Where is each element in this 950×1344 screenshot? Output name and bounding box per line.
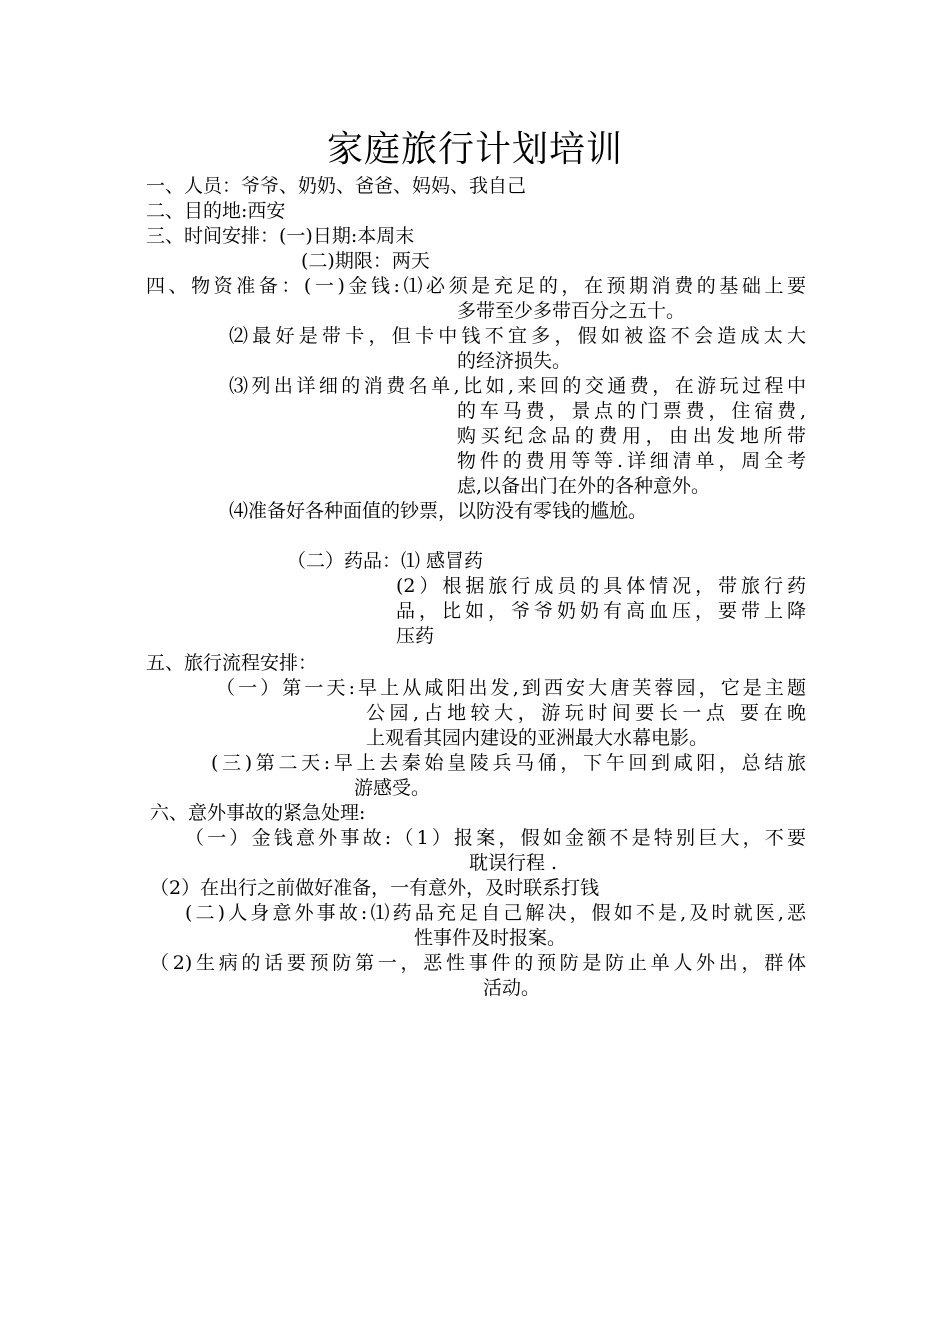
line-money-2-cont: 的经济损失。 [457, 350, 572, 372]
line-money-3-cont-3: 物件的费用等等.详细清单，周全考 [457, 450, 806, 472]
line-itinerary-heading: 五、旅行流程安排： [146, 652, 318, 674]
line-schedule-duration: (二)期限：两天 [301, 250, 430, 272]
line-day-one-end: 上观看其园内建设的亚洲最大水幕电影。 [366, 727, 709, 749]
line-day-two: (三)第二天:早上去秦始皇陵兵马俑，下午回到咸阳，总结旅 [211, 752, 806, 774]
line-money-1-cont: 多带至少多带百分之五十。 [457, 300, 686, 322]
line-personal-accident-cont: 性事件及时报案。 [414, 927, 567, 949]
line-personal-accident-2: （2)生病的话要预防第一，恶性事件的预防是防止单人外出，群体 [150, 952, 806, 974]
line-day-one-cont: 公园,占地较大，游玩时间要长一点 要在晚 [366, 702, 806, 724]
line-day-one: （一）第一天:早上从咸阳出发,到西安大唐芙蓉园，它是主题 [216, 677, 806, 699]
line-money-3-cont-2: 购买纪念品的费用，由出发地所带 [457, 425, 806, 447]
line-emergency-heading: 六、意外事故的紧急处理: [150, 802, 366, 824]
line-medicine-2: (2）根据旅行成员的具体情况，带旅行药 [396, 575, 806, 597]
line-schedule-date: 三、时间安排：(一)日期:本周末 [146, 225, 415, 247]
line-medicine-1: （二）药品：⑴ 感冒药 [287, 550, 484, 572]
line-medicine-2-cont: 品，比如，爷爷奶奶有高血压，要带上降 [396, 600, 806, 622]
line-money-accident: （一）金钱意外事故:（1）报案，假如金额不是特别巨大，不要 [185, 827, 806, 849]
line-money-accident-2: （2）在出行之前做好准备，一有意外，及时联系打钱 [150, 877, 600, 899]
line-personnel: 一、人员：爷爷、奶奶、爸爸、妈妈、我自己 [146, 175, 527, 197]
line-money-2: ⑵最好是带卡，但卡中钱不宜多，假如被盗不会造成太大 [229, 325, 806, 347]
line-money-3: ⑶列出详细的消费名单,比如,来回的交通费，在游玩过程中 [229, 375, 806, 397]
line-money-3-cont-1: 的车马费，景点的门票费，住宿费, [457, 400, 806, 422]
line-destination: 二、目的地:西安 [146, 200, 286, 222]
line-money-1: 四、物资准备：(一)金钱:⑴必须是充足的，在预期消费的基础上要 [146, 275, 806, 297]
document-title: 家庭旅行计划培训 [326, 129, 623, 170]
line-money-4: ⑷准备好各种面值的钞票，以防没有零钱的尴尬。 [229, 500, 648, 522]
line-day-two-end: 游感受。 [354, 777, 431, 799]
line-money-accident-cont: 耽误行程 . [469, 852, 558, 874]
line-money-3-cont-4: 虑,以备出门在外的各种意外。 [457, 475, 711, 497]
line-personal-accident: (二)人身意外事故:⑴药品充足自己解决，假如不是,及时就医,恶 [185, 902, 806, 924]
line-personal-accident-2-end: 活动。 [483, 977, 541, 999]
line-medicine-2-end: 压药 [396, 625, 435, 647]
